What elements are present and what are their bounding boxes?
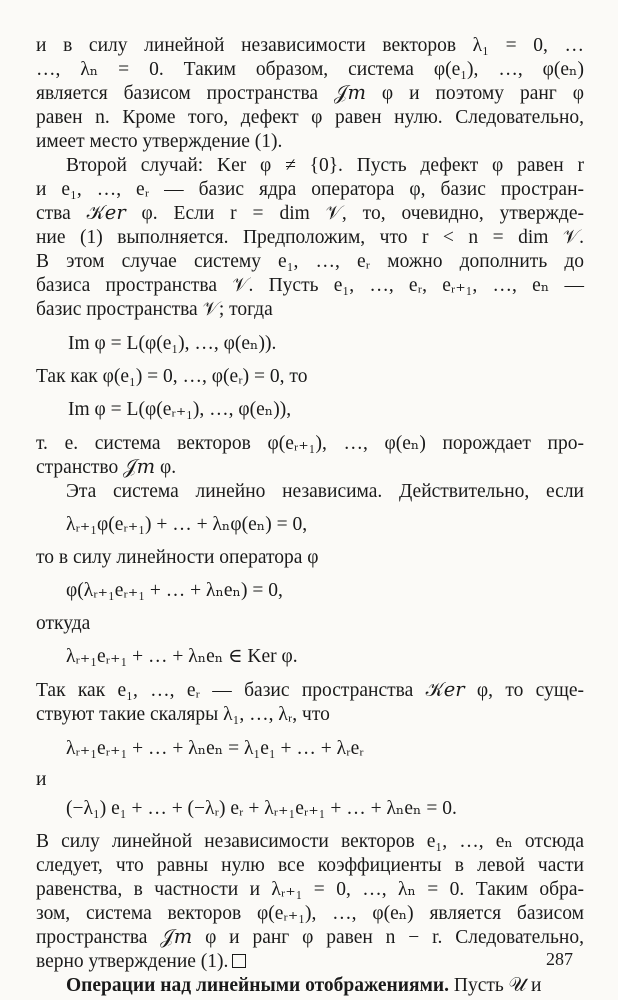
text-line: базис пространства 𝒱; тогда — [36, 299, 273, 320]
qed-box-icon — [232, 954, 246, 968]
text-line: и e₁, …, eᵣ — базис ядра оператора φ, базис простран- — [36, 179, 584, 200]
text-line: Так как e₁, …, eᵣ — базис пространства 𝒦𝑒𝑟 φ, то суще- — [36, 680, 584, 701]
text-line: откуда — [36, 613, 91, 634]
paragraph-start: Второй случай: Ker φ ≠ {0}. Пусть дефект φ равен r — [66, 155, 584, 176]
text-line: и — [36, 769, 47, 790]
text-line: имеет место утверждение (1). — [36, 131, 283, 152]
text-line: т. е. система векторов φ(eᵣ₊₁), …, φ(eₙ) порождает про- — [36, 433, 584, 454]
text-line: ние (1) выполняется. Предположим, что r < n = dim 𝒱. — [36, 227, 584, 248]
paragraph-start: Эта система линейно независима. Действительно, если — [66, 481, 584, 502]
text-span: верно утверждение (1). — [36, 951, 229, 972]
text-line: следует, что равны нулю все коэффициенты в левой части — [36, 855, 584, 876]
text-line: ствуют такие скаляры λ₁, …, λᵣ, что — [36, 704, 330, 725]
formula: λᵣ₊₁φ(eᵣ₊₁) + … + λₙφ(eₙ) = 0, — [66, 514, 308, 535]
text-span: Пусть 𝒰 и — [448, 975, 542, 996]
paragraph-start — [66, 974, 584, 998]
text-line: В этом случае систему e₁, …, eᵣ можно дополнить до — [36, 251, 584, 272]
formula: (−λ₁) e₁ + … + (−λᵣ) eᵣ + λᵣ₊₁eᵣ₊₁ + … + λₙeₙ = 0. — [66, 798, 457, 819]
formula: Im φ = L(φ(eᵣ₊₁), …, φ(eₙ)), — [68, 399, 292, 420]
page-number: 287 — [546, 949, 573, 969]
text-line: В силу линейной независимости векторов e₁, …, eₙ отсюда — [36, 831, 584, 852]
text-line — [36, 950, 296, 974]
text-line: зом, система векторов φ(eᵣ₊₁), …, φ(eₙ) является базисом — [36, 903, 584, 924]
text-line: то в силу линейности оператора φ — [36, 547, 319, 568]
text-line: пространства 𝒥𝑚 φ и ранг φ равен n − r. Следовательно, — [36, 927, 584, 948]
text-line: …, λₙ = 0. Таким образом, система φ(e₁), …, φ(eₙ) — [36, 59, 584, 80]
text-line: странство 𝒥𝑚 φ. — [36, 457, 177, 478]
formula: λᵣ₊₁eᵣ₊₁ + … + λₙeₙ = λ₁e₁ + … + λᵣeᵣ — [66, 738, 364, 759]
text-line: является базисом пространства 𝒥𝑚 φ и поэтому ранг φ — [36, 83, 584, 104]
text-line: базиса пространства 𝒱. Пусть e₁, …, eᵣ, eᵣ₊₁, …, eₙ — — [36, 275, 584, 296]
text-line: ства 𝒦𝑒𝑟 φ. Если r = dim 𝒱, то, очевидно, утвержде- — [36, 203, 584, 224]
formula: λᵣ₊₁eᵣ₊₁ + … + λₙeₙ ∈ Ker φ. — [66, 646, 298, 667]
formula: Im φ = L(φ(e₁), …, φ(eₙ)). — [68, 333, 277, 354]
section-heading: Операции над линейными отображениями. — [66, 975, 449, 996]
text-line: и в силу линейной независимости векторов λ₁ = 0, … — [36, 35, 584, 56]
text-line: Так как φ(e₁) = 0, …, φ(eᵣ) = 0, то — [36, 366, 308, 387]
text-line: равен n. Кроме того, дефект φ равен нулю. Следовательно, — [36, 107, 584, 128]
text-line: равенства, в частности и λᵣ₊₁ = 0, …, λₙ = 0. Таким обра- — [36, 879, 584, 900]
formula: φ(λᵣ₊₁eᵣ₊₁ + … + λₙeₙ) = 0, — [66, 580, 283, 601]
